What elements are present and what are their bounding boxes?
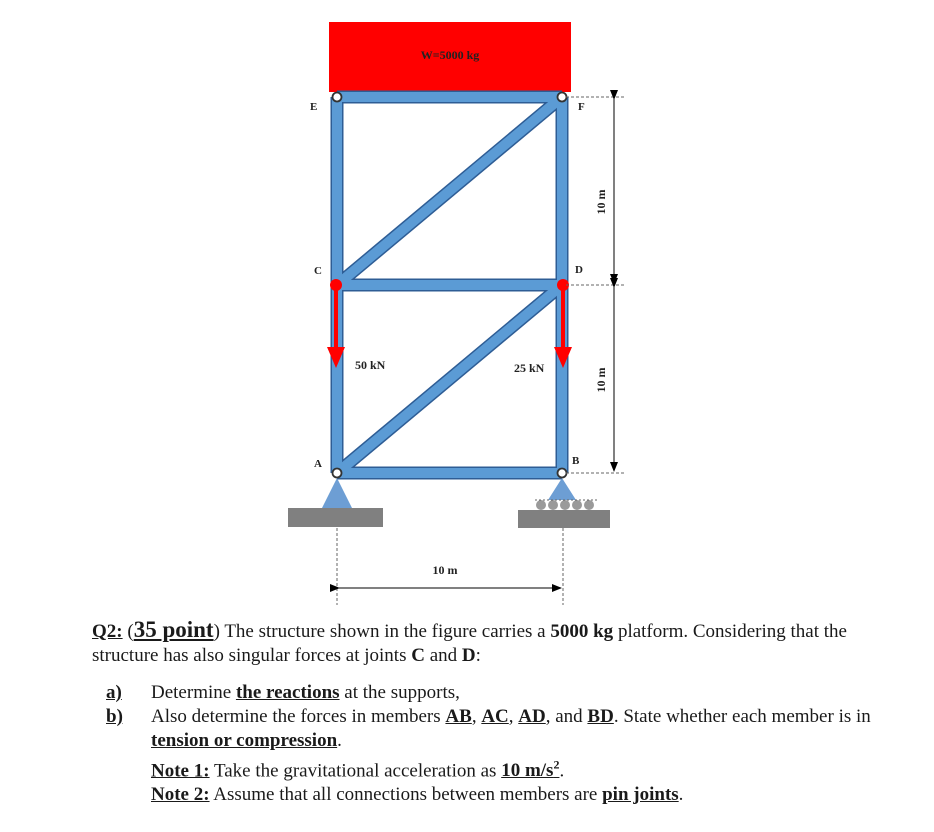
member-CF xyxy=(337,97,562,285)
joint-A xyxy=(333,469,342,478)
task-a-post: at the supports, xyxy=(339,682,460,703)
note-1-sup: 2 xyxy=(553,758,560,772)
open-paren: ( xyxy=(127,621,134,642)
dim-label-upper: 10 m xyxy=(594,189,608,215)
task-b-marker: b) xyxy=(106,706,123,727)
task-a-pre: Determine xyxy=(151,682,236,703)
question-label: Q2: xyxy=(92,621,123,642)
joint-E xyxy=(333,93,342,102)
platform-mass: 5000 kg xyxy=(550,621,614,642)
note-1-label: Note 1: xyxy=(151,760,210,782)
joint-C-load xyxy=(330,279,342,291)
and-text: and xyxy=(424,645,462,666)
note-2-bold: pin joints xyxy=(602,784,679,806)
force-label-D: 25 kN xyxy=(514,361,545,375)
question-paragraph xyxy=(92,618,912,668)
member-BD-ref: BD xyxy=(587,706,614,727)
ground-A xyxy=(288,508,383,527)
member-AB-ref: AB xyxy=(445,706,472,727)
task-b-end: . xyxy=(337,730,342,751)
pin-support-A xyxy=(322,478,352,508)
task-b xyxy=(106,705,912,753)
rollers-B xyxy=(536,500,594,510)
question-text-2: platform. Considering that the structure has also singular forces at joints xyxy=(92,621,847,666)
label-B: B xyxy=(572,455,580,467)
note-1-text: Take the gravitational acceleration as xyxy=(209,760,502,782)
label-C: C xyxy=(314,265,322,277)
note-1-value xyxy=(501,760,559,781)
task-a-bold: the reactions xyxy=(235,682,340,703)
label-A: A xyxy=(314,458,322,470)
question-text-1: The structure shown in the figure carries a xyxy=(219,621,551,642)
ground-B xyxy=(518,510,610,528)
and-text-b: , and xyxy=(545,706,588,727)
force-label-C: 50 kN xyxy=(355,358,386,372)
member-AC-ref: AC xyxy=(481,706,509,727)
dim-label-width: 10 m xyxy=(432,563,458,577)
note-1 xyxy=(106,753,912,783)
platform-label: W=5000 kg xyxy=(420,48,480,62)
note-2 xyxy=(106,783,912,807)
note-1-end: . xyxy=(559,760,565,782)
colon: : xyxy=(475,645,481,666)
member-AD-ref: AD xyxy=(518,706,546,727)
task-b-mid: . State whether each member is in xyxy=(613,706,871,727)
note-2-label: Note 2: xyxy=(151,784,210,806)
dim-label-lower: 10 m xyxy=(594,367,608,393)
task-a xyxy=(106,681,912,705)
joint-F xyxy=(558,93,567,102)
question-block xyxy=(92,618,912,807)
joint-C-ref: C xyxy=(411,645,425,666)
roller-support-B xyxy=(548,478,576,500)
task-b-pre: Also determine the forces in members xyxy=(151,706,446,727)
close-paren: ) xyxy=(213,621,220,642)
member-AD xyxy=(337,285,562,473)
label-F: F xyxy=(578,101,585,113)
note-2-end: . xyxy=(678,784,684,806)
comma-1: , xyxy=(471,706,482,727)
points: 35 point xyxy=(133,617,214,642)
joint-B xyxy=(558,469,567,478)
note-1-value-text: 10 m/s xyxy=(501,760,554,782)
comma-2: , xyxy=(508,706,519,727)
task-b-bold: tension or compression xyxy=(151,730,338,751)
joint-D-ref: D xyxy=(461,645,476,666)
label-D: D xyxy=(575,264,583,276)
task-a-marker: a) xyxy=(106,682,122,703)
note-2-text: Assume that all connections between members are xyxy=(209,784,603,806)
label-E: E xyxy=(310,101,318,113)
task-list xyxy=(106,681,912,807)
